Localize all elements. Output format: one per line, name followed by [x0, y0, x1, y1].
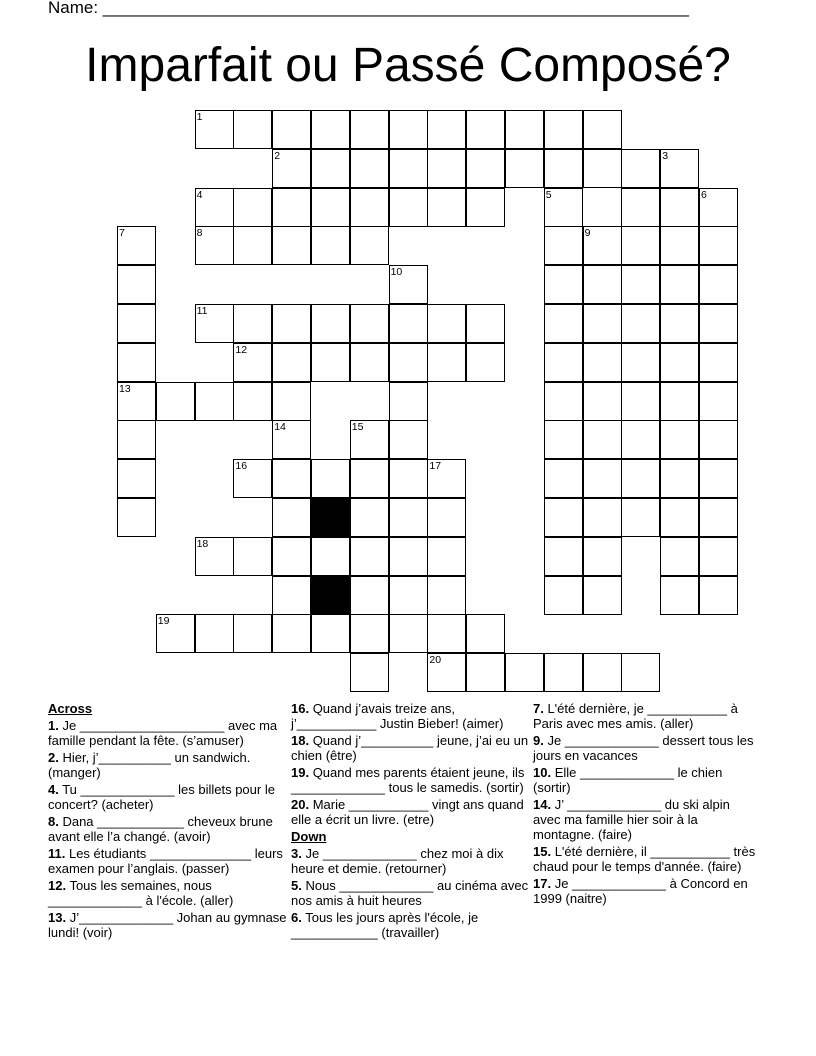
grid-cell[interactable] — [311, 537, 350, 576]
grid-cell[interactable] — [350, 110, 389, 149]
grid-cell[interactable] — [195, 304, 234, 343]
grid-cell[interactable] — [544, 420, 583, 459]
cell-number: 13 — [119, 382, 131, 395]
grid-cell[interactable] — [621, 498, 660, 537]
grid-cell[interactable] — [466, 188, 505, 227]
grid-cell[interactable] — [466, 343, 505, 382]
clue-text: J’ _____________ du ski alpin avec ma famille hier soir à la montagne. (faire) — [533, 797, 730, 842]
grid-cell[interactable] — [660, 265, 699, 304]
grid-cell[interactable] — [233, 304, 272, 343]
grid-cell[interactable] — [389, 498, 428, 537]
grid-cell[interactable] — [311, 149, 350, 188]
cell-number: 9 — [584, 227, 591, 240]
grid-cell[interactable] — [389, 459, 428, 498]
clue-across-13 — [48, 910, 288, 940]
grid-cell[interactable] — [350, 614, 389, 653]
cell-number: 1 — [196, 111, 203, 123]
cell-number: 8 — [196, 227, 203, 240]
grid-cell[interactable] — [272, 188, 311, 227]
grid-cell[interactable] — [195, 188, 234, 227]
clue-across-4 — [48, 782, 288, 812]
clue-down-17 — [533, 876, 758, 906]
grid-cell[interactable] — [272, 614, 311, 653]
grid-cell[interactable] — [272, 459, 311, 498]
clue-number: 9. — [533, 733, 544, 748]
clue-down-9 — [533, 733, 758, 763]
grid-cell[interactable] — [117, 343, 156, 382]
grid-cell[interactable] — [544, 576, 583, 615]
grid-cell[interactable] — [505, 149, 544, 188]
grid-cell[interactable] — [583, 382, 622, 421]
grid-cell[interactable] — [660, 382, 699, 421]
grid-cell[interactable] — [583, 537, 622, 576]
grid-cell[interactable] — [272, 226, 311, 265]
grid-cell[interactable] — [699, 226, 738, 265]
grid-cell[interactable] — [621, 226, 660, 265]
grid-cell[interactable] — [350, 459, 389, 498]
grid-cell[interactable] — [389, 614, 428, 653]
grid-cell[interactable] — [583, 498, 622, 537]
clue-text: Quand j’__________ jeune, j’ai eu un chien (être) — [291, 733, 529, 763]
grid-cell[interactable] — [621, 304, 660, 343]
grid-cell[interactable] — [117, 304, 156, 343]
grid-cell[interactable] — [311, 226, 350, 265]
cell-number: 10 — [390, 266, 403, 279]
cell-number: 17 — [429, 460, 442, 473]
grid-cell[interactable] — [699, 188, 738, 227]
cell-number: 5 — [545, 188, 552, 201]
clue-text: Je _____________ chez moi à dix heure et demie. (retourner) — [291, 846, 504, 876]
grid-cell[interactable] — [350, 149, 389, 188]
grid-cell[interactable] — [699, 459, 738, 498]
grid-cell[interactable] — [311, 343, 350, 382]
grid-cell[interactable] — [660, 226, 699, 265]
clue-number: 8. — [48, 814, 59, 829]
clue-text: Les étudiants ______________ leurs examen pour l’anglais. (passer) — [48, 846, 283, 876]
grid-cell[interactable] — [660, 420, 699, 459]
clue-across-20 — [291, 797, 529, 827]
grid-cell[interactable] — [117, 265, 156, 304]
clues-column-1 — [48, 701, 288, 942]
grid-cell[interactable] — [350, 343, 389, 382]
clue-down-14 — [533, 797, 758, 842]
grid-cell[interactable] — [427, 343, 466, 382]
cell-number: 4 — [196, 188, 203, 201]
grid-cell[interactable] — [389, 343, 428, 382]
name-field-label: Name: ______________________________________________________________ — [48, 0, 689, 17]
cell-number: 16 — [235, 460, 248, 473]
grid-cell[interactable] — [350, 188, 389, 227]
grid-cell[interactable] — [660, 149, 699, 188]
clue-text: Tous les semaines, nous _____________ à l'école. (aller) — [48, 878, 234, 908]
clue-number: 5. — [291, 878, 302, 893]
cell-number: 19 — [157, 615, 170, 628]
grid-cell[interactable] — [583, 343, 622, 382]
grid-cell[interactable] — [389, 265, 428, 304]
clue-text: Tu _____________ les billets pour le concert? (acheter) — [48, 782, 275, 812]
cell-number: 18 — [196, 537, 209, 550]
clue-text: Elle _____________ le chien (sortir) — [533, 765, 723, 795]
grid-cell[interactable] — [583, 226, 622, 265]
grid-cell[interactable] — [311, 304, 350, 343]
clue-text: Je _____________ à Concord en 1999 (naitre) — [533, 876, 748, 906]
cell-number: 12 — [235, 343, 248, 356]
cell-number: 15 — [351, 421, 364, 434]
black-square — [311, 498, 350, 537]
grid-cell[interactable] — [466, 653, 505, 692]
grid-cell[interactable] — [660, 343, 699, 382]
grid-cell[interactable] — [117, 226, 156, 265]
grid-cell[interactable] — [311, 459, 350, 498]
clue-across-12 — [48, 878, 288, 908]
clue-text: Quand j’avais treize ans, j’___________ Justin Bieber! (aimer) — [291, 701, 504, 731]
grid-cell[interactable] — [660, 304, 699, 343]
grid-cell[interactable] — [427, 498, 466, 537]
grid-cell[interactable] — [195, 614, 234, 653]
grid-cell[interactable] — [272, 343, 311, 382]
grid-cell[interactable] — [544, 343, 583, 382]
grid-cell[interactable] — [466, 149, 505, 188]
grid-cell[interactable] — [195, 110, 234, 149]
grid-cell[interactable] — [272, 498, 311, 537]
grid-cell[interactable] — [660, 459, 699, 498]
grid-cell[interactable] — [272, 576, 311, 615]
clue-number: 12. — [48, 878, 67, 893]
grid-cell[interactable] — [660, 537, 699, 576]
cell-number: 11 — [196, 305, 208, 317]
grid-cell[interactable] — [699, 382, 738, 421]
grid-cell[interactable] — [699, 537, 738, 576]
clue-number: 1. — [48, 718, 59, 733]
grid-cell[interactable] — [427, 537, 466, 576]
grid-cell[interactable] — [466, 614, 505, 653]
clue-number: 6. — [291, 910, 302, 925]
grid-cell[interactable] — [660, 188, 699, 227]
grid-cell[interactable] — [660, 498, 699, 537]
clue-text: J’_____________ Johan au gymnase lundi! (voir) — [48, 910, 287, 940]
grid-cell[interactable] — [427, 110, 466, 149]
clue-across-11 — [48, 846, 288, 876]
grid-cell[interactable] — [117, 382, 156, 421]
clue-across-8 — [48, 814, 288, 844]
grid-cell[interactable] — [272, 382, 311, 421]
cell-number: 2 — [274, 149, 281, 162]
grid-cell[interactable] — [621, 343, 660, 382]
clue-down-5 — [291, 878, 529, 908]
grid-cell[interactable] — [233, 110, 272, 149]
grid-cell[interactable] — [389, 382, 428, 421]
clue-number: 15. — [533, 844, 552, 859]
grid-cell[interactable] — [350, 226, 389, 265]
cell-number: 14 — [274, 421, 286, 434]
clue-number: 20. — [291, 797, 310, 812]
grid-cell[interactable] — [427, 459, 466, 498]
clue-across-19 — [291, 765, 529, 795]
clue-text: Nous _____________ au cinéma avec nos amis à huit heures — [291, 878, 529, 908]
grid-cell[interactable] — [350, 576, 389, 615]
clue-text: Hier, j’__________ un sandwich. (manger) — [48, 750, 251, 780]
grid-cell[interactable] — [427, 614, 466, 653]
grid-cell[interactable] — [583, 265, 622, 304]
grid-cell[interactable] — [544, 226, 583, 265]
cell-number: 7 — [119, 227, 125, 240]
grid-cell[interactable] — [156, 382, 195, 421]
grid-cell[interactable] — [233, 226, 272, 265]
grid-cell[interactable] — [583, 304, 622, 343]
grid-cell[interactable] — [311, 188, 350, 227]
grid-cell[interactable] — [117, 459, 156, 498]
grid-cell[interactable] — [544, 149, 583, 188]
clue-number: 11. — [48, 846, 66, 861]
grid-cell[interactable] — [389, 188, 428, 227]
grid-cell[interactable] — [621, 188, 660, 227]
page-title: Imparfait ou Passé Composé? — [85, 39, 731, 92]
grid-cell[interactable] — [156, 614, 195, 653]
grid-cell[interactable] — [233, 382, 272, 421]
grid-cell[interactable] — [350, 653, 389, 692]
clue-number: 10. — [533, 765, 552, 780]
grid-cell[interactable] — [195, 382, 234, 421]
grid-cell[interactable] — [621, 459, 660, 498]
grid-cell[interactable] — [272, 304, 311, 343]
grid-cell[interactable] — [272, 110, 311, 149]
clue-number: 3. — [291, 846, 302, 861]
clue-number: 18. — [291, 733, 310, 748]
grid-cell[interactable] — [699, 343, 738, 382]
grid-cell[interactable] — [427, 653, 466, 692]
grid-cell[interactable] — [621, 149, 660, 188]
clue-across-1 — [48, 718, 288, 748]
grid-cell[interactable] — [427, 149, 466, 188]
grid-cell[interactable] — [505, 653, 544, 692]
clue-text: Marie ___________ vingt ans quand elle a écrit un livre. (etre) — [291, 797, 524, 827]
clue-text: Je ____________________ avec ma famille pendant la fête. (s’amuser) — [48, 718, 278, 748]
grid-cell[interactable] — [583, 110, 622, 149]
grid-cell[interactable] — [195, 537, 234, 576]
grid-cell[interactable] — [544, 382, 583, 421]
grid-cell[interactable] — [117, 420, 156, 459]
grid-cell[interactable] — [466, 110, 505, 149]
grid-cell[interactable] — [389, 149, 428, 188]
clue-number: 16. — [291, 701, 310, 716]
clue-number: 7. — [533, 701, 544, 716]
down-heading: Down — [291, 829, 327, 844]
grid-cell[interactable] — [466, 304, 505, 343]
grid-cell[interactable] — [621, 382, 660, 421]
grid-cell[interactable] — [699, 420, 738, 459]
clue-down-7 — [533, 701, 758, 731]
grid-cell[interactable] — [233, 537, 272, 576]
grid-cell[interactable] — [660, 576, 699, 615]
grid-cell[interactable] — [544, 537, 583, 576]
grid-cell[interactable] — [583, 420, 622, 459]
grid-cell[interactable] — [583, 459, 622, 498]
clue-text: L'été dernière, je ___________ à Paris avec mes amis. (aller) — [533, 701, 738, 731]
grid-cell[interactable] — [272, 149, 311, 188]
grid-cell[interactable] — [544, 110, 583, 149]
grid-cell[interactable] — [233, 188, 272, 227]
grid-cell[interactable] — [699, 265, 738, 304]
clue-number: 17. — [533, 876, 552, 891]
grid-cell[interactable] — [544, 188, 583, 227]
clue-down-10 — [533, 765, 758, 795]
grid-cell[interactable] — [389, 304, 428, 343]
clue-number: 13. — [48, 910, 67, 925]
clue-text: Dana ____________ cheveux brune avant elle l’a changé. (avoir) — [48, 814, 273, 844]
grid-cell[interactable] — [233, 459, 272, 498]
across-heading: Across — [48, 701, 93, 716]
grid-cell[interactable] — [583, 149, 622, 188]
grid-cell[interactable] — [583, 576, 622, 615]
grid-cell[interactable] — [427, 576, 466, 615]
grid-cell[interactable] — [117, 498, 156, 537]
grid-cell[interactable] — [621, 420, 660, 459]
clue-down-3 — [291, 846, 529, 876]
grid-cell[interactable] — [699, 498, 738, 537]
clue-number: 19. — [291, 765, 310, 780]
clue-text: Tous les jours après l'école, je ____________ (travailler) — [291, 910, 479, 940]
clue-number: 2. — [48, 750, 59, 765]
grid-cell[interactable] — [350, 498, 389, 537]
grid-cell[interactable] — [544, 459, 583, 498]
grid-cell[interactable] — [621, 265, 660, 304]
grid-cell[interactable] — [699, 304, 738, 343]
clue-text: Je _____________ dessert tous les jours en vacances — [533, 733, 754, 763]
cell-number: 6 — [701, 188, 707, 201]
grid-cell[interactable] — [389, 576, 428, 615]
grid-cell[interactable] — [505, 110, 544, 149]
clue-across-18 — [291, 733, 529, 763]
clues-column-3 — [533, 701, 758, 908]
grid-cell[interactable] — [621, 653, 660, 692]
cell-number: 20 — [429, 654, 442, 667]
grid-cell[interactable] — [195, 226, 234, 265]
grid-cell[interactable] — [350, 304, 389, 343]
grid-cell[interactable] — [544, 304, 583, 343]
grid-cell[interactable] — [427, 188, 466, 227]
clue-down-6 — [291, 910, 529, 940]
grid-cell[interactable] — [583, 653, 622, 692]
grid-cell[interactable] — [272, 420, 311, 459]
grid-cell[interactable] — [350, 420, 389, 459]
grid-cell[interactable] — [389, 537, 428, 576]
grid-cell[interactable] — [389, 420, 428, 459]
grid-cell[interactable] — [389, 110, 428, 149]
clue-across-16 — [291, 701, 529, 731]
clue-text: Quand mes parents étaient jeune, ils _____________ tous le samedis. (sortir) — [291, 765, 525, 795]
grid-cell[interactable] — [544, 653, 583, 692]
grid-cell[interactable] — [311, 110, 350, 149]
grid-cell[interactable] — [699, 576, 738, 615]
grid-cell[interactable] — [350, 537, 389, 576]
grid-cell[interactable] — [311, 614, 350, 653]
black-square — [311, 576, 350, 615]
clue-number: 4. — [48, 782, 59, 797]
grid-cell[interactable] — [272, 537, 311, 576]
clue-down-15 — [533, 844, 758, 874]
clues-column-2 — [291, 701, 529, 942]
grid-cell[interactable] — [233, 614, 272, 653]
grid-cell[interactable] — [427, 304, 466, 343]
cell-number: 3 — [662, 149, 669, 162]
clue-number: 14. — [533, 797, 552, 812]
grid-cell[interactable] — [233, 343, 272, 382]
clue-across-2 — [48, 750, 288, 780]
grid-cell[interactable] — [544, 265, 583, 304]
grid-cell[interactable] — [544, 498, 583, 537]
clue-text: L'été dernière, il ___________ très chaud pour le temps d'année. (faire) — [533, 844, 756, 874]
